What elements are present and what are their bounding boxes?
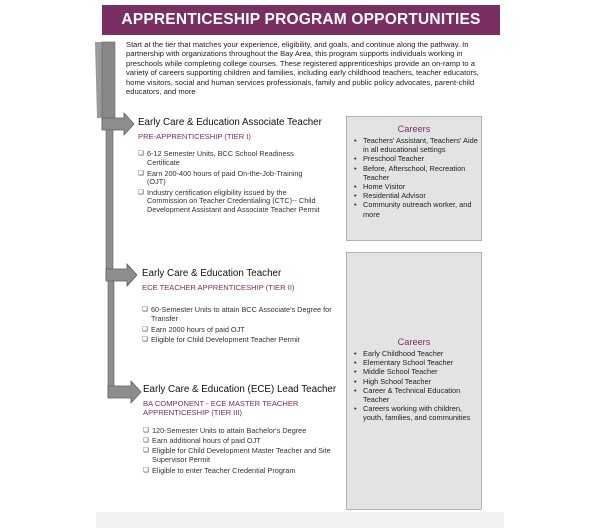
career-item: • Career & Technical Education Teacher [347, 386, 481, 404]
page-footer-strip [96, 512, 504, 528]
tier-2-requirements [142, 306, 332, 344]
tier-3-requirements [143, 427, 338, 475]
career-item: • Preschool Teacher [347, 154, 481, 163]
career-item: • Careers working with children, youth, families, and communities [347, 404, 481, 422]
tier-1-requirements [138, 150, 323, 215]
trunk-segment-3 [108, 281, 114, 397]
careers-list [347, 136, 481, 219]
career-item: • Residential Advisor [347, 191, 481, 200]
requirement-item: ❏ Eligible for Child Development Teacher Permit [142, 336, 332, 345]
requirement-item: ❏ Eligible for Child Development Master Teacher and Site Supervisor Permit [143, 447, 338, 465]
tier-1-subtitle: PRE-APPRENTICESHIP (TIER I) [138, 132, 251, 141]
careers-box-tier-1 [346, 116, 482, 241]
career-item: • Elementary School Teacher [347, 358, 481, 367]
banner-title: APPRENTICESHIP PROGRAM OPPORTUNITIES [121, 11, 481, 28]
careers-list [347, 349, 481, 423]
requirement-item: ❏ 120-Semester Units to attain Bachelor's Degree [143, 427, 338, 436]
requirement-item: ❏ Earn 2000 hours of paid OJT [142, 326, 332, 335]
requirement-item: ❏ Industry certification eligibility issued by the Commission on Teacher Credentialing (CTC)-- Child Development Assistant and Associate Teacher Permit [138, 189, 323, 215]
tier-2-title: Early Care & Education Teacher [142, 268, 282, 279]
career-item: • Home Visitor [347, 182, 481, 191]
tier-1-block [138, 117, 323, 216]
tier-3-subtitle: BA COMPONENT - ECE MASTER TEACHER APPRENTICESHIP (TIER III) [143, 399, 299, 418]
trunk-segment-1 [102, 42, 115, 124]
tier-1-title: Early Care & Education Associate Teacher [138, 117, 322, 128]
tier-2-block [142, 268, 332, 346]
career-item: • High School Teacher [347, 377, 481, 386]
tier-3-block [143, 384, 338, 477]
requirement-item: ❏ Earn additional hours of paid OJT [143, 437, 338, 446]
requirement-item: ❏ 6-12 Semester Units, BCC School Readiness Certificate [138, 150, 323, 168]
tier-3-title: Early Care & Education (ECE) Lead Teacher [143, 384, 337, 395]
requirement-item: ❏ Eligible to enter Teacher Credential Program [143, 467, 338, 476]
careers-box-tier-2-3 [346, 252, 482, 510]
requirement-item: ❏ Earn 200-400 hours of paid On-the-Job-Training (OJT) [138, 170, 323, 188]
career-item: • Teachers' Assistant, Teachers' Aide in all educational settings [347, 136, 481, 154]
tier-2-subtitle: ECE TEACHER APPRENTICESHIP (TIER II) [142, 283, 295, 292]
career-item: • Community outreach worker, and more [347, 200, 481, 218]
career-item: • Early Childhood Teacher [347, 349, 481, 358]
requirement-item: ❏ 60-Semester Units to attain BCC Associate's Degree for Transfer [142, 306, 332, 324]
careers-heading: Careers [397, 124, 431, 134]
career-item: • Middle School Teacher [347, 367, 481, 376]
careers-heading: Careers [397, 337, 431, 347]
trunk-segment-2 [106, 130, 113, 280]
career-item: • Before, Afterschool, Recreation Teacher [347, 164, 481, 182]
intro-paragraph: Start at the tier that matches your experience, eligibility, and goals, and continue along the pathway. In partnership with organizations throughout the Bay Area, this program supports individuals working in preschools while completing college courses. These registered apprenticeships provide an on-ramp to a variety of careers supporting children and families, including early childhood teachers, teacher educators, home visitors, social and human services professionals, family and public policy advocates, parent-child educators, and more [126, 40, 479, 97]
